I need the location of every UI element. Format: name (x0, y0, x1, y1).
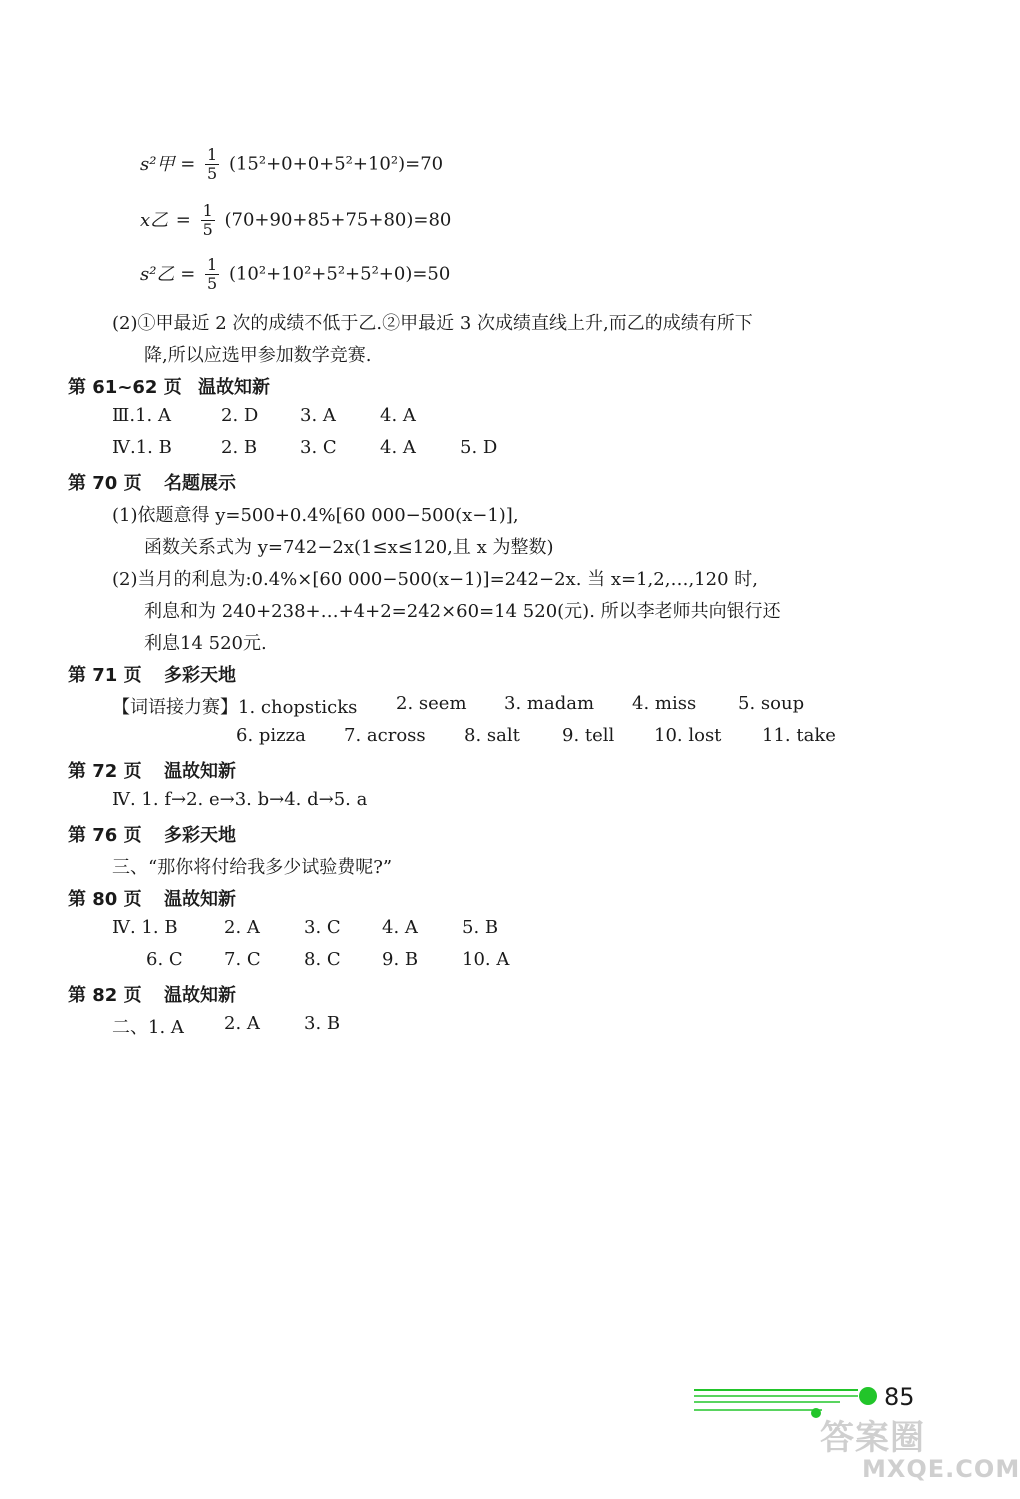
section-title: 温故知新 (198, 377, 270, 398)
section-title: 温故知新 (164, 889, 236, 910)
section-title: 温故知新 (164, 761, 236, 782)
para2-line2: 降,所以应选甲参加数学竞赛. (144, 345, 372, 366)
answer-item: 6. pizza (236, 725, 306, 746)
answer-item: 3. madam (504, 693, 595, 714)
answer-item: 4. miss (632, 693, 697, 714)
answer-item: 8. salt (464, 725, 520, 746)
answer-item: 10. lost (654, 725, 722, 746)
text-line: 三、“那你将付给我多少试验费呢?” (112, 857, 393, 878)
answer-item: 2. seem (396, 693, 467, 714)
section-title: 名题展示 (164, 473, 236, 494)
fraction-denominator: 5 (202, 220, 213, 239)
answer-item: 3. C (300, 437, 337, 458)
formula-lhs: x乙 (140, 209, 169, 231)
section-heading (68, 661, 236, 687)
equals-sign: = (180, 263, 196, 285)
section-page-label: 第 80 页 (68, 889, 142, 910)
section-heading (68, 885, 236, 911)
fraction (205, 256, 219, 293)
text-line: (2)当月的利息为:0.4%×[60 000−500(x−1)]=242−2x. 当 x=1,2,…,120 时, (112, 569, 758, 590)
text-line: 利息和为 240+238+…+4+2=242×60=14 520(元). 所以李老师共向银行还 (144, 601, 781, 622)
watermark-site-text: MXQE.COM (862, 1455, 1020, 1483)
answer-item: 2. D (221, 405, 259, 426)
section-title: 多彩天地 (164, 825, 236, 846)
watermark-logo-text: 答案圈 (820, 1418, 925, 1458)
answer-item: 9. tell (562, 725, 615, 746)
section-title: 温故知新 (164, 985, 236, 1006)
page-number: 85 (884, 1383, 915, 1411)
section-page-label: 第 72 页 (68, 761, 142, 782)
answer-item: 2. A (224, 1013, 260, 1034)
text-line: 利息14 520元. (144, 633, 267, 654)
section-page-label: 第 76 页 (68, 825, 142, 846)
answer-item: 8. C (304, 949, 341, 970)
answer-item: Ⅳ. 1. B (112, 917, 178, 938)
para2-line1: (2)①甲最近 2 次的成绩不低于乙.②甲最近 3 次成绩直线上升,而乙的成绩有所下 (112, 313, 753, 334)
fraction-numerator: 1 (207, 145, 218, 164)
section-heading (68, 981, 236, 1007)
text-line: (1)依题意得 y=500+0.4%[60 000−500(x−1)], (112, 505, 519, 526)
formula-variance-jia (140, 146, 443, 183)
section-page-label: 第 82 页 (68, 985, 142, 1006)
section-page-label: 第 61~62 页 (68, 377, 182, 398)
equals-sign: = (180, 153, 196, 175)
fraction-numerator: 1 (202, 201, 213, 220)
answer-item: 9. B (382, 949, 419, 970)
fraction-denominator: 5 (207, 274, 218, 293)
answer-item: 2. A (224, 917, 260, 938)
section-heading (68, 821, 236, 847)
section-heading (68, 757, 236, 783)
answer-item: 4. A (380, 405, 416, 426)
answer-item: 3. B (304, 1013, 341, 1034)
answer-item: 4. A (380, 437, 416, 458)
answer-item: 10. A (462, 949, 510, 970)
fraction-numerator: 1 (207, 255, 218, 274)
answer-item: 【词语接力赛】1. chopsticks (112, 697, 358, 718)
answer-item: 5. soup (738, 693, 805, 714)
text-line: 函数关系式为 y=742−2x(1≤x≤120,且 x 为整数) (144, 537, 554, 558)
section-page-label: 第 70 页 (68, 473, 142, 494)
answer-row: Ⅳ. 1. f→2. e→3. b→4. d→5. a (112, 789, 368, 810)
equals-sign: = (175, 209, 191, 231)
answer-item: Ⅳ.1. B (112, 437, 172, 458)
answer-item: 2. B (221, 437, 258, 458)
section-heading (68, 373, 270, 399)
section-heading (68, 469, 236, 495)
answer-item: 3. A (300, 405, 336, 426)
answer-item: Ⅲ.1. A (112, 405, 171, 426)
formula-rhs: (70+90+85+75+80)=80 (224, 209, 452, 231)
formula-variance-yi (140, 256, 450, 293)
answer-item: 4. A (382, 917, 418, 938)
fraction-denominator: 5 (207, 164, 218, 183)
fraction (205, 146, 219, 183)
fraction (201, 202, 215, 239)
answer-item: 11. take (762, 725, 836, 746)
formula-lhs: s²甲 (140, 153, 175, 175)
formula-rhs: (10²+10²+5²+5²+0)=50 (228, 263, 451, 285)
answer-item: 5. D (460, 437, 498, 458)
section-page-label: 第 71 页 (68, 665, 142, 686)
answer-item: 7. C (224, 949, 261, 970)
formula-rhs: (15²+0+0+5²+10²)=70 (228, 153, 444, 175)
answer-item: 3. C (304, 917, 341, 938)
answer-item: 7. across (344, 725, 426, 746)
formula-lhs: s²乙 (140, 263, 175, 285)
section-title: 多彩天地 (164, 665, 236, 686)
answer-item: 6. C (146, 949, 183, 970)
formula-mean-yi (140, 202, 451, 239)
answer-item: 5. B (462, 917, 499, 938)
answer-item: 二、1. A (112, 1017, 184, 1038)
